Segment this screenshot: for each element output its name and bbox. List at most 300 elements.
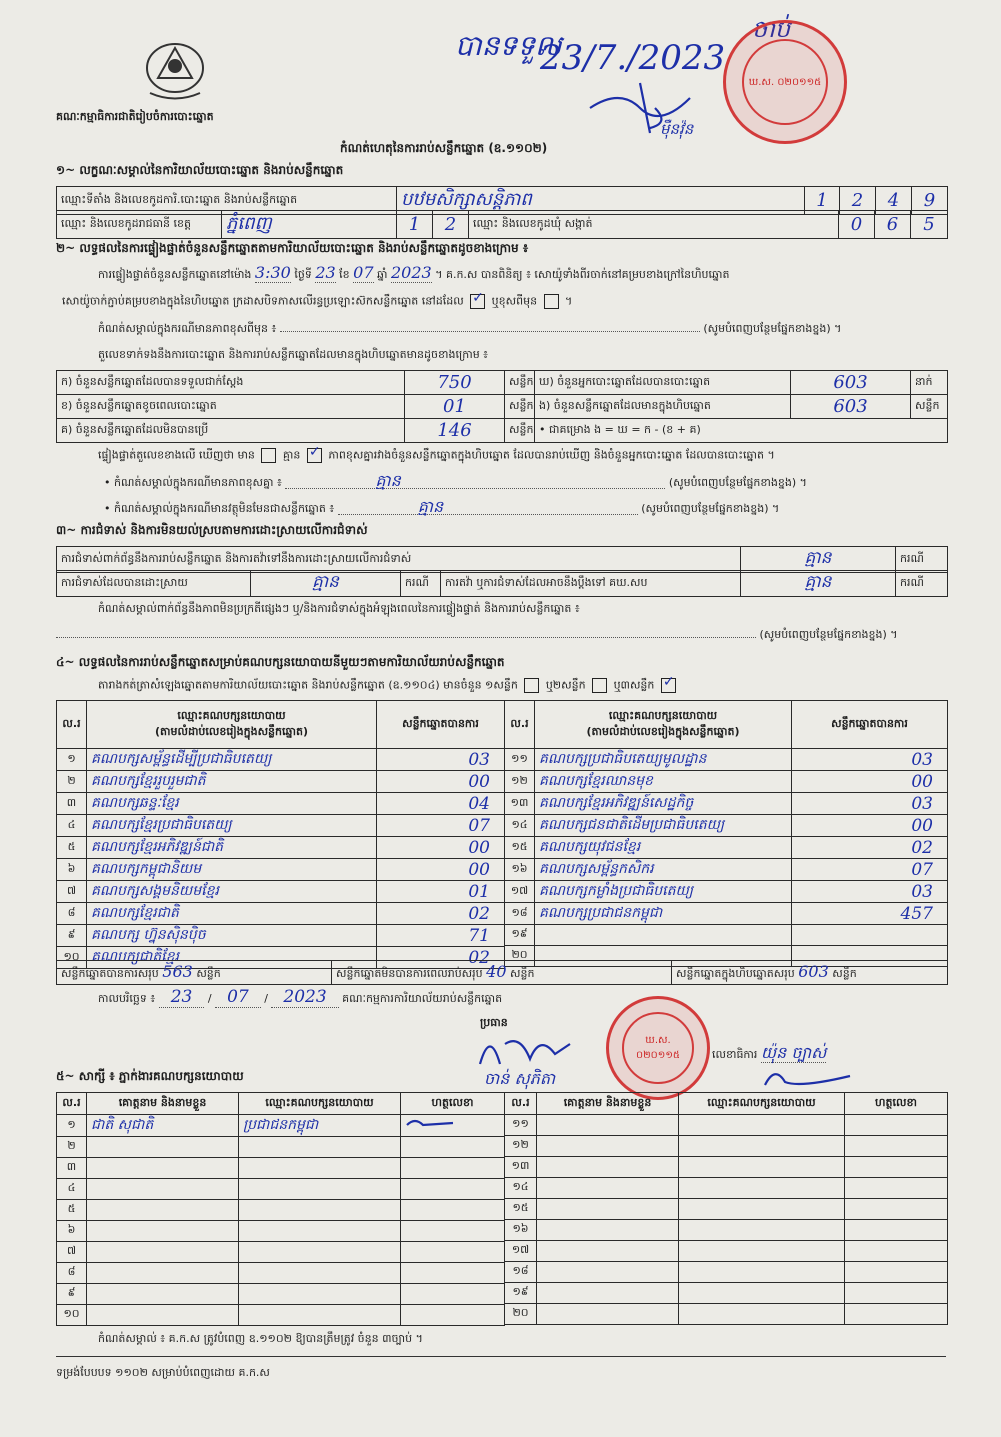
date-month: 07 <box>215 987 261 1008</box>
witness-signature <box>845 1136 948 1157</box>
vote-row <box>57 771 505 793</box>
fill-note: (សូមបំពេញបន្ថែមផ្នែកខាងខ្នង) ។ <box>641 502 780 515</box>
witness-row <box>505 1178 948 1199</box>
party-name: គណបក្សខ្មែរអភិវឌ្ឍន៍ជាតិ <box>87 837 377 859</box>
year-value: 2023 <box>391 263 432 282</box>
row-number: ២ <box>57 1137 87 1158</box>
appeal-label: ការតវ៉ា ឬការជំទាស់ដែលអាចនឹងប្តឹងទៅ គឃ.សប <box>441 571 741 597</box>
witness-name <box>537 1178 679 1199</box>
witness-party <box>679 1157 845 1178</box>
footer-note: កំណត់សម្គាល់ ៖ គ.ក.ស ត្រូវបំពេញ ឧ.១១០២ ឱ្យបានត្រឹមត្រូវ ចំនួន ៣ច្បាប់ ។ <box>98 1332 423 1345</box>
witness-signature <box>401 1305 505 1326</box>
row-number: ១៨ <box>505 903 535 925</box>
party-votes: 00 <box>377 837 505 859</box>
unit: សន្លឹក <box>911 395 948 419</box>
witness-name <box>537 1199 679 1220</box>
vote-row <box>505 837 948 859</box>
row-number: ១១ <box>505 1115 537 1136</box>
party-votes: 00 <box>792 771 948 793</box>
row-number: ២០ <box>505 946 535 967</box>
col-party: ឈ្មោះគណបក្សនយោបាយ <box>239 1093 401 1115</box>
witness-signature <box>401 1200 505 1221</box>
witness-name <box>537 1241 679 1262</box>
witness-party <box>239 1242 401 1263</box>
chair-name: ចាន់ សុភិតា <box>484 1069 556 1088</box>
form-title: កំណត់ហេតុនៃការរាប់សន្លឹកឆ្នោត (ឧ.១១០២) <box>340 141 548 155</box>
note1-value: គ្មាន <box>285 474 665 489</box>
section5-title: ៥~ សាក្សី ៖ ភ្នាក់ងារគណបក្សនយោបាយ <box>56 1069 244 1083</box>
witness-signature <box>845 1178 948 1199</box>
unused-ballots-value: 146 <box>405 419 505 443</box>
witness-row <box>505 1157 948 1178</box>
party-votes: 02 <box>792 837 948 859</box>
witness-signature <box>845 1262 948 1283</box>
figures-intro: តួលេខទាក់ទងនឹងការបោះឆ្នោត និងការរាប់សន្លឹកឆ្នោតដែលមានក្នុងហិបឆ្នោតមានដូចខាងក្រោម ៖ <box>98 348 489 361</box>
chair-signature <box>470 1024 600 1074</box>
witness-signature-mark <box>405 1117 455 1131</box>
vote-row <box>57 837 505 859</box>
row-number: ១៦ <box>505 1220 537 1241</box>
check-line <box>98 448 775 463</box>
witness-party <box>239 1137 401 1158</box>
vote-row <box>505 815 948 837</box>
location-code-digit: 2 <box>840 187 876 215</box>
party-votes: 01 <box>377 881 505 903</box>
chair-label: ប្រធាន <box>480 1016 508 1029</box>
received-ballots-value: 750 <box>405 371 505 395</box>
row-number: ៤ <box>57 1179 87 1200</box>
witness-party <box>679 1283 845 1304</box>
party-votes: 71 <box>377 925 505 947</box>
witness-party <box>679 1178 845 1199</box>
row-number: ២ <box>57 771 87 793</box>
party-votes: 00 <box>377 859 505 881</box>
witness-signature <box>401 1284 505 1305</box>
witness-signature <box>401 1115 505 1137</box>
witness-signature <box>845 1115 948 1136</box>
witness-row <box>57 1284 505 1305</box>
witness-signature <box>845 1199 948 1220</box>
location-code-digit: 4 <box>876 187 912 215</box>
vote-row <box>57 903 505 925</box>
location-code-digit: 9 <box>912 187 948 215</box>
party-votes: 03 <box>377 749 505 771</box>
witness-row <box>505 1262 948 1283</box>
province-code-digit: 1 <box>397 211 433 239</box>
unused-ballots-label: គ) ចំនួនសន្លឹកឆ្នោតដែលមិនបានប្រើ <box>57 419 405 443</box>
party-name: គណបក្សជនជាតិដើមប្រជាធិបតេយ្យ <box>535 815 792 837</box>
witness-signature <box>845 1304 948 1325</box>
witness-party <box>239 1263 401 1284</box>
witness-signature <box>401 1221 505 1242</box>
party-votes: 07 <box>792 859 948 881</box>
witness-party <box>679 1199 845 1220</box>
witness-name <box>537 1220 679 1241</box>
unit: ករណី <box>401 571 441 597</box>
col-party-line1: ឈ្មោះគណបក្សនយោបាយ <box>177 708 286 722</box>
witness-name <box>537 1262 679 1283</box>
witness-party <box>679 1220 845 1241</box>
received-note: បានទទួល <box>455 29 562 62</box>
col-votes: សន្លឹកឆ្នោតបានការ <box>792 701 948 749</box>
location-code-digit: 1 <box>805 187 840 215</box>
witness-party <box>679 1136 845 1157</box>
witness-row <box>57 1200 505 1221</box>
row-number: ១០ <box>57 1305 87 1326</box>
party-name: គណបក្សប្រជាជនកម្ពុជា <box>535 903 792 925</box>
province-label: ឈ្មោះ និងលេខកូដរាជធានី ខេត្ត <box>57 211 222 239</box>
month-label: ខែ <box>339 268 350 281</box>
difference-note-line <box>98 322 948 336</box>
witness-name <box>87 1221 239 1242</box>
row-number: ៨ <box>57 1263 87 1284</box>
row-number: ១០ <box>57 947 87 969</box>
col-party-line1: ឈ្មោះគណបក្សនយោបាយ <box>608 708 718 722</box>
secretary-name: យ៉ុន ច្បាស់ <box>760 1043 827 1062</box>
total-box-value: 603 <box>798 962 829 981</box>
row-number: ៥ <box>57 1200 87 1221</box>
section4-title: ៤~ លទ្ធផលនៃការរាប់សន្លឹកឆ្នោតសម្រាប់គណបក្សនយោបាយនីមួយៗតាមការិយាល័យរាប់សន្លឹកឆ្នោត <box>56 655 505 669</box>
row-number: ៦ <box>57 859 87 881</box>
witness-signature <box>401 1263 505 1284</box>
different-checkbox[interactable] <box>544 294 559 309</box>
row-number: ១៣ <box>505 1157 537 1178</box>
province-code-digit: 2 <box>433 211 469 239</box>
witness-row <box>57 1242 505 1263</box>
party-name: គណបក្សខ្មែររួបរួមជាតិ <box>87 771 377 793</box>
party-votes: 02 <box>377 947 505 969</box>
section1-title: ១~ លក្ខណៈសម្គាល់នៃការិយាល័យបោះឆ្នោត និងរាប់សន្លឹកឆ្នោត <box>56 163 344 177</box>
total-invalid-label: សន្លឹកឆ្នោតមិនបានការពេលរាប់សរុប <box>336 967 483 980</box>
month-value: 07 <box>353 263 374 282</box>
unit: សន្លឹក <box>505 371 535 395</box>
party-votes <box>792 925 948 946</box>
witness-name <box>537 1283 679 1304</box>
no-difference-checkbox[interactable] <box>307 448 322 463</box>
complaints-table-row2 <box>56 570 948 597</box>
vote-row <box>57 749 505 771</box>
date-post: គណៈកម្មការការិយាល័យរាប់សន្លឹកឆ្នោត <box>342 992 503 1005</box>
sheets-3-checkbox[interactable] <box>661 678 676 693</box>
witness-row <box>57 1137 505 1158</box>
col-name: គោត្តនាម និងនាមខ្លួន <box>87 1093 239 1115</box>
party-name: គណបក្សខ្មែរអភិវឌ្ឍន៍សេដ្ឋកិច្ច <box>535 793 792 815</box>
witness-signature <box>401 1137 505 1158</box>
total-invalid-value: 40 <box>486 962 507 981</box>
row-number: ១៥ <box>505 1199 537 1220</box>
witness-name <box>87 1200 239 1221</box>
commune-code-digit: 5 <box>911 211 948 239</box>
witness-name: ជាតិ សុជាតិ <box>87 1115 239 1137</box>
witness-row <box>505 1136 948 1157</box>
verification-text: ។ គ.ក.ស បានពិនិត្យ ៖ សោយ៉ូទាំងពីរចាក់នៅគម្របខាងក្រៅនៃហិបឆ្នោត <box>435 268 730 281</box>
party-name <box>535 925 792 946</box>
seal-text: សោយ៉ូចាក់ភ្ជាប់គម្របខាងក្នុងនៃហិបឆ្នោត ក្រដាសបិទភាសលើរន្ធប្រឡោះស៊កសន្លឹកឆ្នោត នៅដដែល <box>62 294 464 308</box>
spoiled-ballots-label: ខ) ចំនួនសន្លឹកឆ្នោតខូចពេលបោះឆ្នោត <box>57 395 405 419</box>
witness-row <box>505 1199 948 1220</box>
party-votes: 03 <box>792 749 948 771</box>
witness-name <box>87 1305 239 1326</box>
figures-table <box>56 370 948 443</box>
sheets-2-checkbox[interactable] <box>592 678 607 693</box>
witness-row <box>505 1115 948 1136</box>
unit: សន្លឹក <box>505 395 535 419</box>
row-number: ៣ <box>57 1158 87 1179</box>
province-value: ភ្នំពេញ <box>222 211 397 239</box>
witness-row <box>505 1283 948 1304</box>
party-votes: 00 <box>792 815 948 837</box>
different-label: ឬខុសពីមុន <box>491 294 538 308</box>
appeal-value: គ្មាន <box>741 571 896 597</box>
sheets-3-label: ឬ៣សន្លឹក <box>613 678 655 692</box>
complaints-value: គ្មាន <box>741 547 896 573</box>
sheets-1-checkbox[interactable] <box>524 678 539 693</box>
seal-line: សោយ៉ូចាក់ភ្ជាប់គម្របខាងក្នុងនៃហិបឆ្នោត ក្រដាសបិទភាសលើរន្ធប្រឡោះស៊កសន្លឹកឆ្នោត នៅដដែល ✓ ឬខុសពីមុន ។ <box>62 294 572 309</box>
row-number: ១៨ <box>505 1262 537 1283</box>
witness-name <box>537 1115 679 1136</box>
vote-row <box>57 925 505 947</box>
unit: ករណី <box>896 547 948 573</box>
vote-row <box>57 815 505 837</box>
formula: • ជាគម្រោង ង = ឃ = ក - (ខ + គ) <box>535 419 948 443</box>
witness-party <box>239 1284 401 1305</box>
row-number: ៥ <box>57 837 87 859</box>
total-box-label: សន្លឹកឆ្នោតក្នុងហិបឆ្នោតសរុប <box>676 967 795 980</box>
row-number: ៧ <box>57 881 87 903</box>
vote-row <box>57 793 505 815</box>
official-stamp-top <box>723 20 847 144</box>
unit: សន្លឹក <box>832 967 857 980</box>
party-votes: 00 <box>377 771 505 793</box>
col-no: ល.រ <box>505 701 535 749</box>
witness-table-left <box>56 1092 505 1326</box>
witness-party <box>239 1221 401 1242</box>
party-name: គណបក្សសម្ព័ន្ធកសិករ <box>535 859 792 881</box>
location-value: បឋមសិក្សាសន្តិភាព <box>397 187 805 215</box>
note2-value: គ្មាន <box>338 500 638 515</box>
party-name: គណបក្សជាតិខ្មែរ <box>87 947 377 969</box>
difference-note-label: កំណត់សម្គាល់ក្នុងករណីមានភាពខុសពីមុន ៖ <box>98 322 277 335</box>
same-checkbox[interactable] <box>470 294 485 309</box>
voters-label: ឃ) ចំនួនអ្នកបោះឆ្នោតដែលបានបោះឆ្នោត <box>535 371 791 395</box>
witness-party <box>239 1158 401 1179</box>
witness-signature <box>401 1242 505 1263</box>
receiver-signature-name: ម៉ឺនវ៉ុន <box>660 120 694 138</box>
row-number: ៧ <box>57 1242 87 1263</box>
party-votes: 03 <box>792 793 948 815</box>
col-sign: ហត្ថលេខា <box>845 1093 948 1115</box>
row-number: ១១ <box>505 749 535 771</box>
witness-party: ប្រជាជនកម្ពុជា <box>239 1115 401 1137</box>
witness-party <box>679 1304 845 1325</box>
voters-value: 603 <box>791 371 911 395</box>
row-number: ១២ <box>505 771 535 793</box>
witness-row <box>57 1221 505 1242</box>
has-difference-checkbox[interactable] <box>261 448 276 463</box>
row-number: ១៥ <box>505 837 535 859</box>
unit: សន្លឹក <box>505 419 535 443</box>
row-number: ១៤ <box>505 1178 537 1199</box>
witness-table-right <box>504 1092 948 1325</box>
vote-row <box>505 881 948 903</box>
spoiled-ballots-value: 01 <box>405 395 505 419</box>
stamp-number: ឃ.ស. ០២០១១៥ <box>742 39 829 126</box>
row-number: ១៣ <box>505 793 535 815</box>
vote-row <box>57 859 505 881</box>
row-number: ៩ <box>57 1284 87 1305</box>
witness-name <box>87 1137 239 1158</box>
witness-row <box>57 1115 505 1137</box>
witness-party <box>679 1241 845 1262</box>
day-value: 23 <box>315 263 336 282</box>
witness-row <box>57 1305 505 1326</box>
col-party-line2: (តាមលំដាប់លេខរៀងក្នុងសន្លឹកឆ្នោត) <box>155 724 308 738</box>
col-name: គោត្តនាម និងនាមខ្លួន <box>537 1093 679 1115</box>
row-number: ៨ <box>57 903 87 925</box>
col-no: ល.រ <box>505 1093 537 1115</box>
no-difference-label: គ្មាន <box>282 448 301 462</box>
unit: ករណី <box>896 571 948 597</box>
row-number: ១៦ <box>505 859 535 881</box>
col-sign: ហត្ថលេខា <box>401 1093 505 1115</box>
witness-signature <box>845 1220 948 1241</box>
witness-signature <box>845 1157 948 1178</box>
commune-code-digit: 0 <box>839 211 875 239</box>
witness-party <box>679 1262 845 1283</box>
party-name: គណបក្ស ហ្វ៊ុនស៊ិនប៉ិច <box>87 925 377 947</box>
witness-name <box>87 1284 239 1305</box>
party-name: គណបក្សខ្មែរប្រជាធិបតេយ្យ <box>87 815 377 837</box>
note1-line <box>104 471 948 490</box>
section1-table-row2 <box>56 210 948 239</box>
witness-name <box>537 1136 679 1157</box>
section2-title: ២~ លទ្ធផលនៃការផ្ទៀងផ្ទាត់ចំនួនសន្លឹកឆ្នោតតាមការិយាល័យបោះឆ្នោត និងរាប់សន្លឹកឆ្នោតដូចខាងក្រោម ៖ <box>56 241 529 255</box>
date-year: 2023 <box>271 987 338 1008</box>
party-votes: 03 <box>792 881 948 903</box>
row-number: ៩ <box>57 925 87 947</box>
unit: សន្លឹក <box>196 967 221 980</box>
location-label: ឈ្មោះទីតាំង និងលេខកូដការិ.បោះឆ្នោត និងរាប់សន្លឹកឆ្នោត <box>57 187 397 215</box>
vote-row <box>505 903 948 925</box>
check-label: ផ្ទៀងផ្ទាត់តួលេខខាងលើ ឃើញថា មាន <box>98 448 255 462</box>
party-votes: 02 <box>377 903 505 925</box>
witness-party <box>239 1200 401 1221</box>
ballots-in-box-value: 603 <box>791 395 911 419</box>
witness-row <box>57 1179 505 1200</box>
totals-row <box>56 960 948 985</box>
date-line: កាលបរិច្ឆេទ ៖ 23 / 07 / 2023 គណៈកម្មការការិយាល័យរាប់សន្លឹកឆ្នោត <box>98 987 503 1007</box>
form-id: ទម្រង់បែបបទ ១១០២ សម្រាប់បំពេញដោយ គ.ក.ស <box>56 1366 270 1379</box>
party-name: គណបក្សសម្ព័ន្ធដើម្បីប្រជាធិបតេយ្យ <box>87 749 377 771</box>
witness-row <box>505 1241 948 1262</box>
col-party <box>535 701 792 749</box>
time-value: 3:30 <box>254 263 291 282</box>
row-number: ៦ <box>57 1221 87 1242</box>
party-name: គណបក្សឆន្ទៈខ្មែរ <box>87 793 377 815</box>
witness-row <box>57 1158 505 1179</box>
row-number: ៤ <box>57 815 87 837</box>
committee-name: គណៈកម្មាធិការជាតិរៀបចំការបោះឆ្នោត <box>56 110 214 123</box>
party-votes: 04 <box>377 793 505 815</box>
received-name: ចាប់ <box>752 15 791 43</box>
row-number: ១៧ <box>505 1241 537 1262</box>
party-name: គណបក្សខ្មែរឈានមុខ <box>535 771 792 793</box>
vote-row <box>505 925 948 946</box>
votes-table-right <box>504 700 948 967</box>
receiver-signature <box>580 78 700 138</box>
col-party: ឈ្មោះគណបក្សនយោបាយ <box>679 1093 845 1115</box>
day-label: ថ្ងៃទី <box>294 268 312 281</box>
secretary-label: លេខាធិការ <box>712 1048 758 1061</box>
witness-name <box>87 1263 239 1284</box>
row-number: ១៧ <box>505 881 535 903</box>
witness-signature <box>401 1158 505 1179</box>
witness-signature <box>845 1283 948 1304</box>
col-no: ល.រ <box>57 701 87 749</box>
date-day: 23 <box>159 987 205 1008</box>
total-invalid-cell <box>332 961 672 985</box>
sheets-2-label: ឬ២សន្លឹក <box>545 678 586 692</box>
sheets-label: តារាងកត់ត្រាសំឡេងឆ្នោតតាមការិយាល័យបោះឆ្នោត និងរាប់សន្លឹកឆ្នោត (ឧ.១១០៤) មានចំនួន ១សន្លឹក <box>98 678 518 692</box>
col-votes: សន្លឹកឆ្នោតបានការ <box>377 701 505 749</box>
check-text: ភាពខុសគ្នារវាងចំនួនសន្លឹកឆ្នោតក្នុងហិបឆ្នោត ដែលបានរាប់ឃើញ និងចំនួនអ្នកបោះឆ្នោត ដែលបានបោះឆ្នោត ។ <box>328 448 775 462</box>
witness-name <box>87 1158 239 1179</box>
ballots-in-box-label: ង) ចំនួនសន្លឹកឆ្នោតដែលមានក្នុងហិបឆ្នោត <box>535 395 791 419</box>
witness-party <box>239 1179 401 1200</box>
witness-name <box>87 1242 239 1263</box>
stamp-number-bottom: ឃ.ស. ០២០១១៥ <box>622 1012 695 1085</box>
witness-row <box>57 1263 505 1284</box>
votes-table-left <box>56 700 505 969</box>
party-votes: 07 <box>377 815 505 837</box>
secretary-signature <box>760 1060 860 1092</box>
witness-name <box>537 1157 679 1178</box>
total-valid-cell <box>57 961 332 985</box>
row-number: ១៩ <box>505 1283 537 1304</box>
official-stamp-bottom <box>606 996 710 1100</box>
time-label: ការផ្ទៀងផ្ទាត់ចំនួនសន្លឹកឆ្នោតនៅម៉ោង <box>98 268 252 281</box>
vote-row <box>57 881 505 903</box>
note1-label: • កំណត់សម្គាល់ក្នុងករណីមានភាពខុសគ្នា ៖ <box>104 476 282 489</box>
row-number: ១៤ <box>505 815 535 837</box>
total-valid-label: សន្លឹកឆ្នោតបានការសរុប <box>61 967 159 980</box>
vote-row <box>505 749 948 771</box>
fill-note: (សូមបំពេញបន្ថែមផ្នែកខាងខ្នង) ។ <box>668 476 807 489</box>
witness-name <box>87 1179 239 1200</box>
party-name: គណបក្សកម្ពុជានិយម <box>87 859 377 881</box>
party-name: គណបក្សកម្លាំងប្រជាធិបតេយ្យ <box>535 881 792 903</box>
note2-label: • កំណត់សម្គាល់ក្នុងករណីមានវត្ថុមិនមែនជាសន្លឹកឆ្នោត ៖ <box>104 502 335 515</box>
witness-signature <box>845 1241 948 1262</box>
party-name: គណបក្សសង្គមនិយមខ្មែរ <box>87 881 377 903</box>
col-party-line2: (តាមលំដាប់លេខរៀងក្នុងសន្លឹកឆ្នោត) <box>586 724 740 738</box>
party-votes: 457 <box>792 903 948 925</box>
vote-row <box>505 793 948 815</box>
complaints-table <box>56 546 948 573</box>
verification-line <box>98 263 730 282</box>
row-number: ១ <box>57 749 87 771</box>
commune-label: ឈ្មោះ និងលេខកូដឃុំ សង្កាត់ <box>469 211 839 239</box>
unit: នាក់ <box>911 371 948 395</box>
fill-note: (សូមបំពេញបន្ថែមផ្នែកខាងខ្នង) ។ <box>703 322 842 335</box>
footer-rule <box>56 1356 946 1357</box>
date-label: កាលបរិច្ឆេទ ៖ <box>98 992 156 1005</box>
received-ballots-label: ក) ចំនួនសន្លឹកឆ្នោតដែលបានទទួលជាក់ស្តែង <box>57 371 405 395</box>
col-no: ល.រ <box>57 1093 87 1115</box>
row-number: ៣ <box>57 793 87 815</box>
year-label: ឆ្នាំ <box>377 268 388 281</box>
row-number: ២០ <box>505 1304 537 1325</box>
